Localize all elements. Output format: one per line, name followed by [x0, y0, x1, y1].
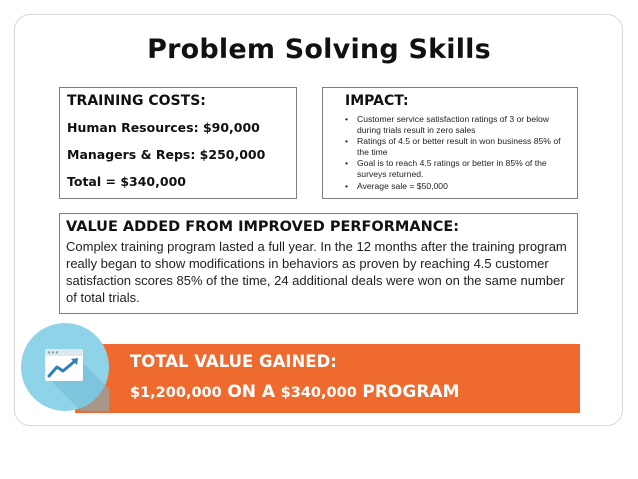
total-value-banner [75, 344, 580, 413]
bullet-icon: • [345, 114, 349, 124]
impact-box [322, 87, 578, 199]
impact-item [345, 114, 569, 135]
impact-heading: IMPACT: [345, 93, 409, 109]
bullet-icon: • [345, 180, 349, 191]
cost-total: Total = $340,000 [67, 174, 186, 189]
value-added-heading: VALUE ADDED FROM IMPROVED PERFORMANCE: [66, 219, 460, 235]
total-value-line [130, 382, 460, 402]
total-value-connector: ON A [227, 382, 276, 402]
total-value-suffix: PROGRAM [362, 382, 460, 402]
training-costs-box [59, 87, 297, 199]
bullet-icon: • [345, 158, 349, 169]
impact-item [345, 181, 569, 192]
impact-item-text: Ratings of 4.5 or better result in won business 85% of the time [357, 136, 561, 157]
impact-item [345, 158, 569, 179]
slide-title: Problem Solving Skills [147, 34, 491, 65]
total-value-amount: $1,200,000 [130, 385, 222, 401]
cost-human-resources: Human Resources: $90,000 [67, 120, 260, 135]
impact-list [345, 114, 569, 191]
impact-item-text: Customer service satisfaction ratings of 3 or below during trials result in zero sales [357, 114, 550, 135]
program-cost-amount: $340,000 [280, 385, 357, 401]
value-added-body: Complex training program lasted a full year. In the 12 months after the training program really began to show modifications in behaviors as proven by reaching 4.5 customer satisfaction scores 85% of the time, 24 additional deals were won on the same number of total trials. [66, 239, 567, 305]
growth-chart-svg [21, 323, 109, 411]
cost-managers-reps: Managers & Reps: $250,000 [67, 147, 266, 162]
impact-item-text: Goal is to reach 4.5 ratings or better in 85% of the surveys returned. [357, 158, 547, 179]
total-value-heading: TOTAL VALUE GAINED: [130, 352, 337, 371]
impact-item [345, 136, 569, 157]
training-costs-heading: TRAINING COSTS: [67, 93, 206, 109]
value-added-box [59, 213, 578, 314]
growth-chart-browser-icon [21, 323, 109, 411]
impact-item-text: Average sale = $50,000 [357, 180, 448, 191]
bullet-icon: • [345, 136, 349, 147]
